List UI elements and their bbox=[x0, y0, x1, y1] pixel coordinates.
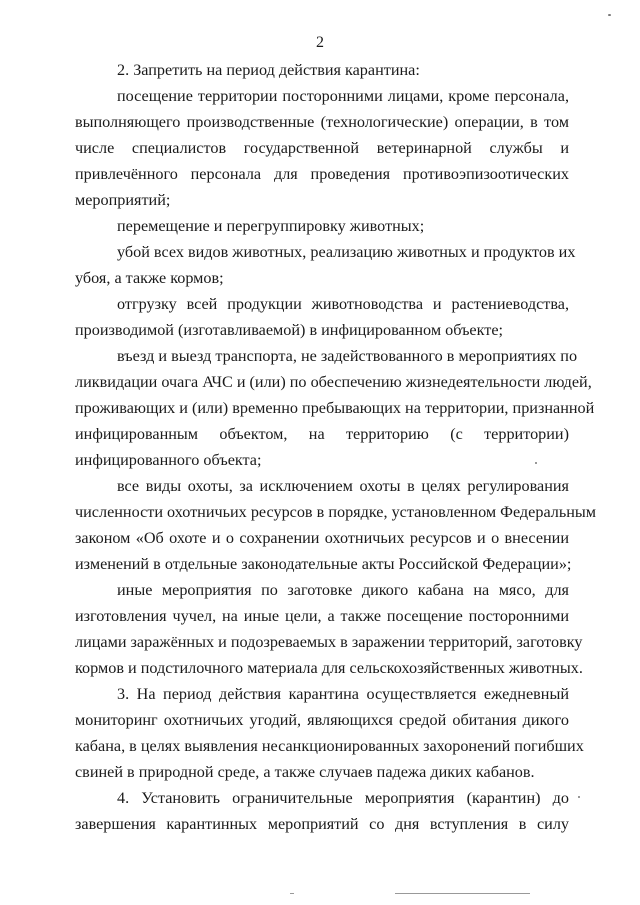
paragraph-line: инфицированным объектом, на территорию (с территории) bbox=[75, 425, 569, 443]
scan-speck bbox=[578, 796, 580, 798]
paragraph-line: 2. Запретить на период действия карантина: bbox=[117, 61, 420, 79]
paragraph-line: завершения карантинных мероприятий со дня вступления в силу bbox=[75, 815, 569, 833]
paragraph-line: мониторинг охотничьих угодий, являющихся средой обитания дикого bbox=[75, 711, 569, 729]
paragraph-line: убой всех видов животных, реализацию животных и продуктов их bbox=[117, 243, 576, 261]
paragraph-line: иные мероприятия по заготовке дикого кабана на мясо, для bbox=[117, 581, 569, 599]
scan-speck bbox=[535, 462, 537, 464]
paragraph-line: изготовления чучел, на иные цели, а также посещение посторонними bbox=[75, 607, 569, 625]
scan-mark bbox=[395, 893, 530, 894]
paragraph-line: кормов и подстилочного материала для сельскохозяйственных животных. bbox=[75, 659, 583, 677]
paragraph-line: все виды охоты, за исключением охоты в целях регулирования bbox=[117, 477, 569, 495]
scan-mark bbox=[290, 893, 294, 894]
paragraph-line: отгрузку всей продукции животноводства и растениеводства, bbox=[117, 295, 569, 313]
paragraph-line: выполняющего производственные (технологические) операции, в том bbox=[75, 113, 569, 131]
paragraph-line: производимой (изготавливаемой) в инфицированном объекте; bbox=[75, 321, 504, 339]
scan-speck bbox=[608, 14, 611, 16]
paragraph-line: инфицированного объекта; bbox=[75, 451, 262, 469]
paragraph-line: перемещение и перегруппировку животных; bbox=[117, 217, 425, 235]
paragraph-line: законом «Об охоте и о сохранении охотничьих ресурсов и о внесении bbox=[75, 529, 569, 547]
paragraph-line: 3. На период действия карантина осуществляется ежедневный bbox=[117, 685, 569, 703]
paragraph-line: убоя, а также кормов; bbox=[75, 269, 224, 287]
paragraph-line: свиней в природной среде, а также случаев падежа диких кабанов. bbox=[75, 763, 535, 781]
paragraph-line: посещение территории посторонними лицами, кроме персонала, bbox=[117, 87, 569, 105]
paragraph-line: кабана, в целях выявления несанкционированных захоронений погибших bbox=[75, 737, 584, 755]
paragraph-line: изменений в отдельные законодательные акты Российской Федерации»; bbox=[75, 555, 572, 573]
paragraph-line: проживающих и (или) временно пребывающих на территории, признанной bbox=[75, 399, 595, 417]
paragraph-line: лицами заражённых и подозреваемых в заражении территорий, заготовку bbox=[75, 633, 583, 651]
paragraph-line: ликвидации очага АЧС и (или) по обеспечению жизнедеятельности людей, bbox=[75, 373, 592, 391]
paragraph-line: 4. Установить ограничительные мероприятия (карантин) до bbox=[117, 789, 569, 807]
page-number: 2 bbox=[316, 34, 324, 51]
paragraph-line: мероприятий; bbox=[75, 191, 171, 209]
paragraph-line: привлечённого персонала для проведения противоэпизоотических bbox=[75, 165, 569, 183]
paragraph-line: численности охотничьих ресурсов в порядке, установленном Федеральным bbox=[75, 503, 597, 521]
paragraph-line: въезд и выезд транспорта, не задействованного в мероприятиях по bbox=[117, 347, 578, 365]
paragraph-line: числе специалистов государственной ветеринарной службы и bbox=[75, 139, 569, 157]
